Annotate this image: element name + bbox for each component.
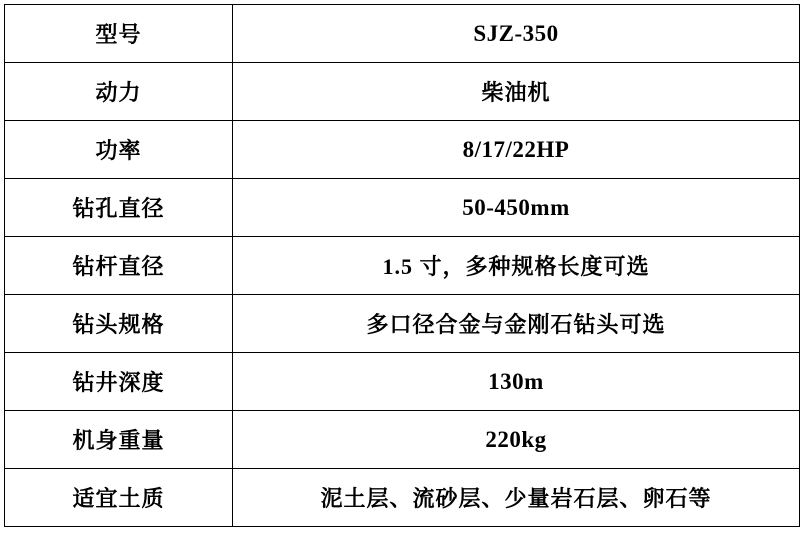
row-value: 8/17/22HP [233,121,800,179]
row-value: 多口径合金与金刚石钻头可选 [233,295,800,353]
row-label: 机身重量 [5,411,233,469]
row-value: 220kg [233,411,800,469]
row-label: 功率 [5,121,233,179]
row-value: 1.5 寸，多种规格长度可选 [233,237,800,295]
row-value: SJZ-350 [233,5,800,63]
table-row [5,237,800,295]
table-row [5,353,800,411]
row-label: 钻杆直径 [5,237,233,295]
specification-table [4,4,800,527]
row-value: 柴油机 [233,63,800,121]
row-label: 动力 [5,63,233,121]
table-row [5,63,800,121]
row-label: 适宜土质 [5,469,233,527]
row-value: 130m [233,353,800,411]
table-body [5,5,800,527]
row-label: 钻井深度 [5,353,233,411]
row-value: 50-450mm [233,179,800,237]
document-page [0,4,809,540]
table-row [5,469,800,527]
row-label: 钻头规格 [5,295,233,353]
row-value: 泥土层、流砂层、少量岩石层、卵石等 [233,469,800,527]
table-row [5,179,800,237]
table-row [5,121,800,179]
table-row [5,295,800,353]
row-label: 型号 [5,5,233,63]
row-label: 钻孔直径 [5,179,233,237]
table-row [5,5,800,63]
table-row [5,411,800,469]
